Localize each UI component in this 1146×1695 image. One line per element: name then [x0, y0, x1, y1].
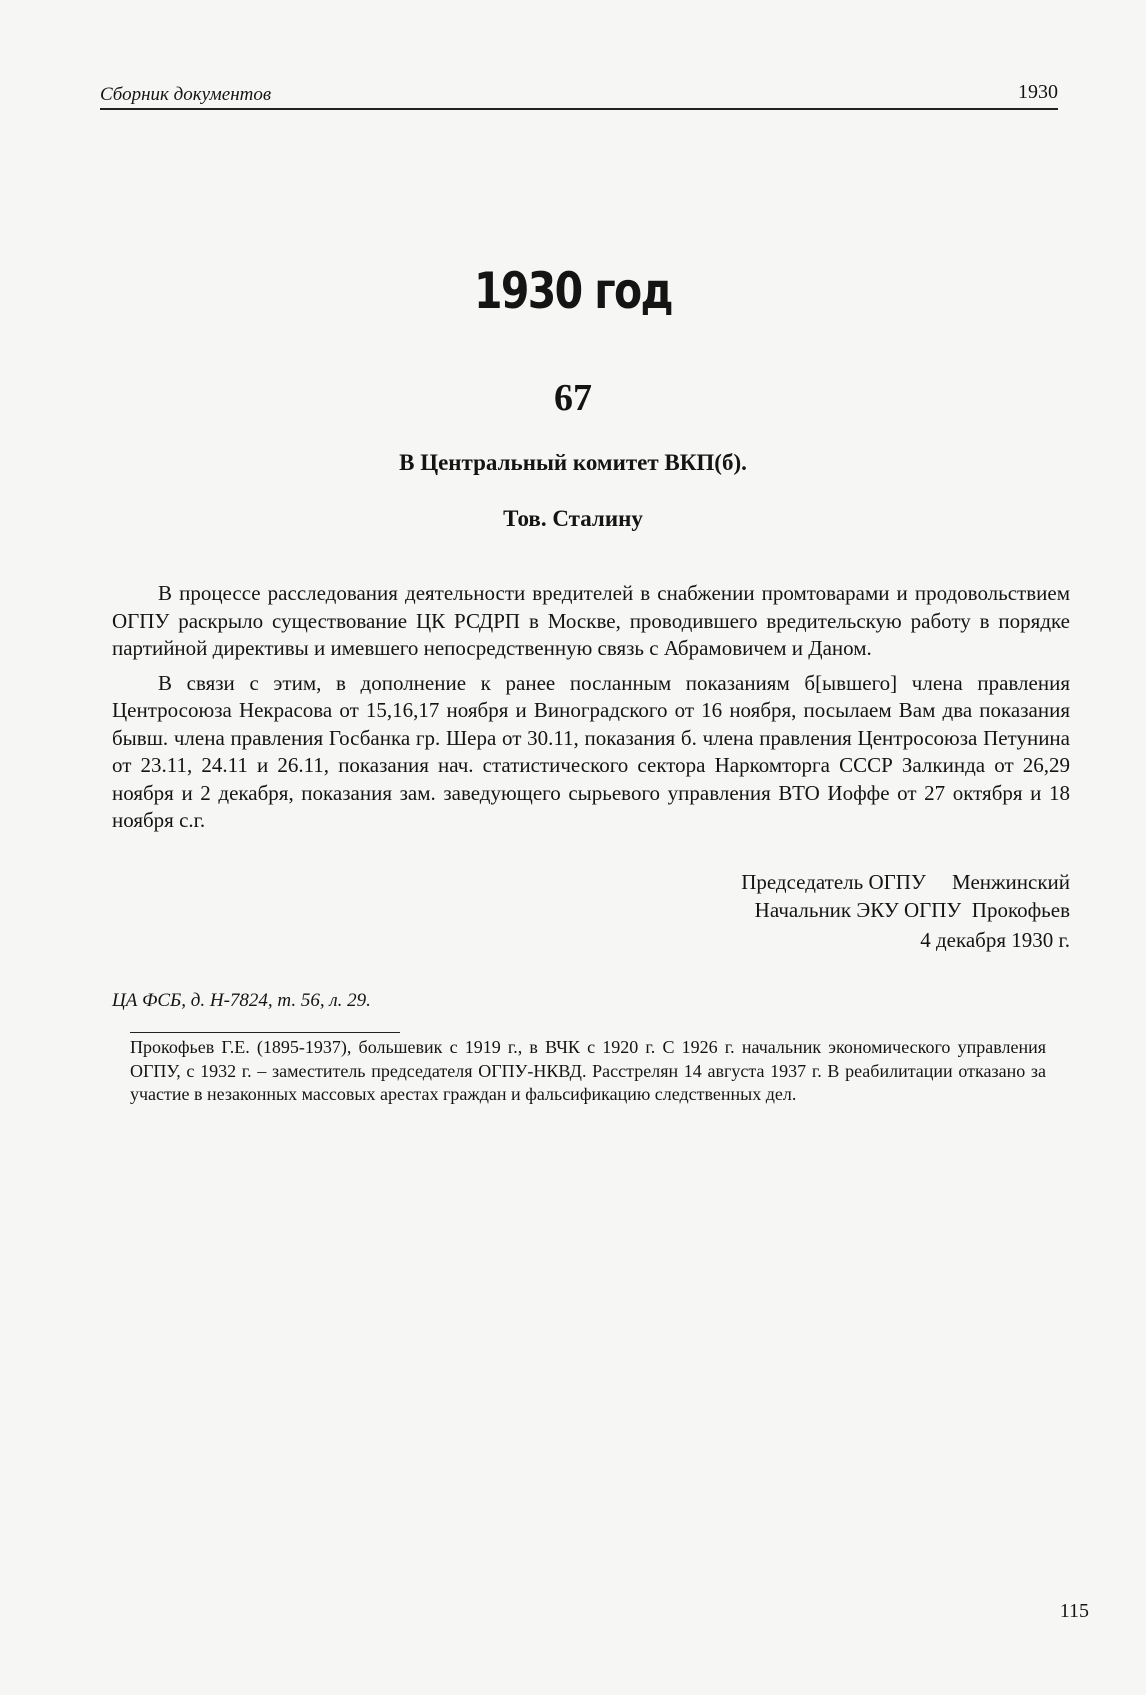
document-body: [112, 580, 1070, 835]
year-heading: 1930 год: [474, 262, 672, 320]
page-number: 115: [1059, 1600, 1089, 1622]
archive-reference: ЦА ФСБ, д. Н-7824, т. 56, л. 29.: [112, 990, 371, 1011]
signature-eku-head: Начальник ЭКУ ОГПУ Прокофьев: [754, 898, 1070, 922]
footnote: [130, 1036, 1046, 1107]
footnote-rule: [130, 1032, 400, 1033]
document-date: 4 декабря 1930 г.: [920, 928, 1070, 952]
body-paragraph-1: В процессе расследования деятельности вредителей в снабжении промтоварами и продовольствием ОГПУ раскрыло существование ЦК РСДРП в Москве, проводившего вредительскую работу в порядке партийной директивы и имевшего непосредственную связь с Абрамовичем и Даном.: [112, 581, 1070, 660]
header-rule: [100, 108, 1058, 110]
collection-title: Сборник документов: [100, 84, 272, 105]
addressee-line-1: В Центральный комитет ВКП(б).: [399, 450, 747, 475]
footnote-text: Прокофьев Г.Е. (1895-1937), большевик с 1919 г., в ВЧК с 1920 г. С 1926 г. начальник экономического управления ОГПУ, с 1932 г. – заместитель председателя ОГПУ-НКВД. Расстрелян 14 августа 1937 г. В реабилитации отказано за участие в незаконных массовых арестах граждан и фальсификацию следственных дел.: [130, 1037, 1046, 1104]
running-header: [100, 80, 1058, 110]
header-year: 1930: [1018, 81, 1058, 103]
signature-chairman: Председатель ОГПУ Менжинский: [741, 870, 1070, 894]
body-paragraph-2: В связи с этим, в дополнение к ранее посланным показаниям б[ывшего] члена правления Центросоюза Некрасова от 15,16,17 ноября и Виноградского от 16 ноября, посылаем Вам два показания бывш. члена правления Госбанка гр. Шера от 30.11, показания б. члена правления Центросоюза Петунина от 23.11, 24.11 и 26.11, показания нач. статистического сектора Наркомторга СССР Залкинда от 26,29 ноября и 2 декабря, показания зам. заведующего сырьевого управления ВТО Иоффе от 27 октября и 18 ноября с.г.: [112, 670, 1070, 832]
addressee-line-2: Тов. Сталину: [503, 506, 643, 531]
document-number: 67: [554, 377, 592, 419]
